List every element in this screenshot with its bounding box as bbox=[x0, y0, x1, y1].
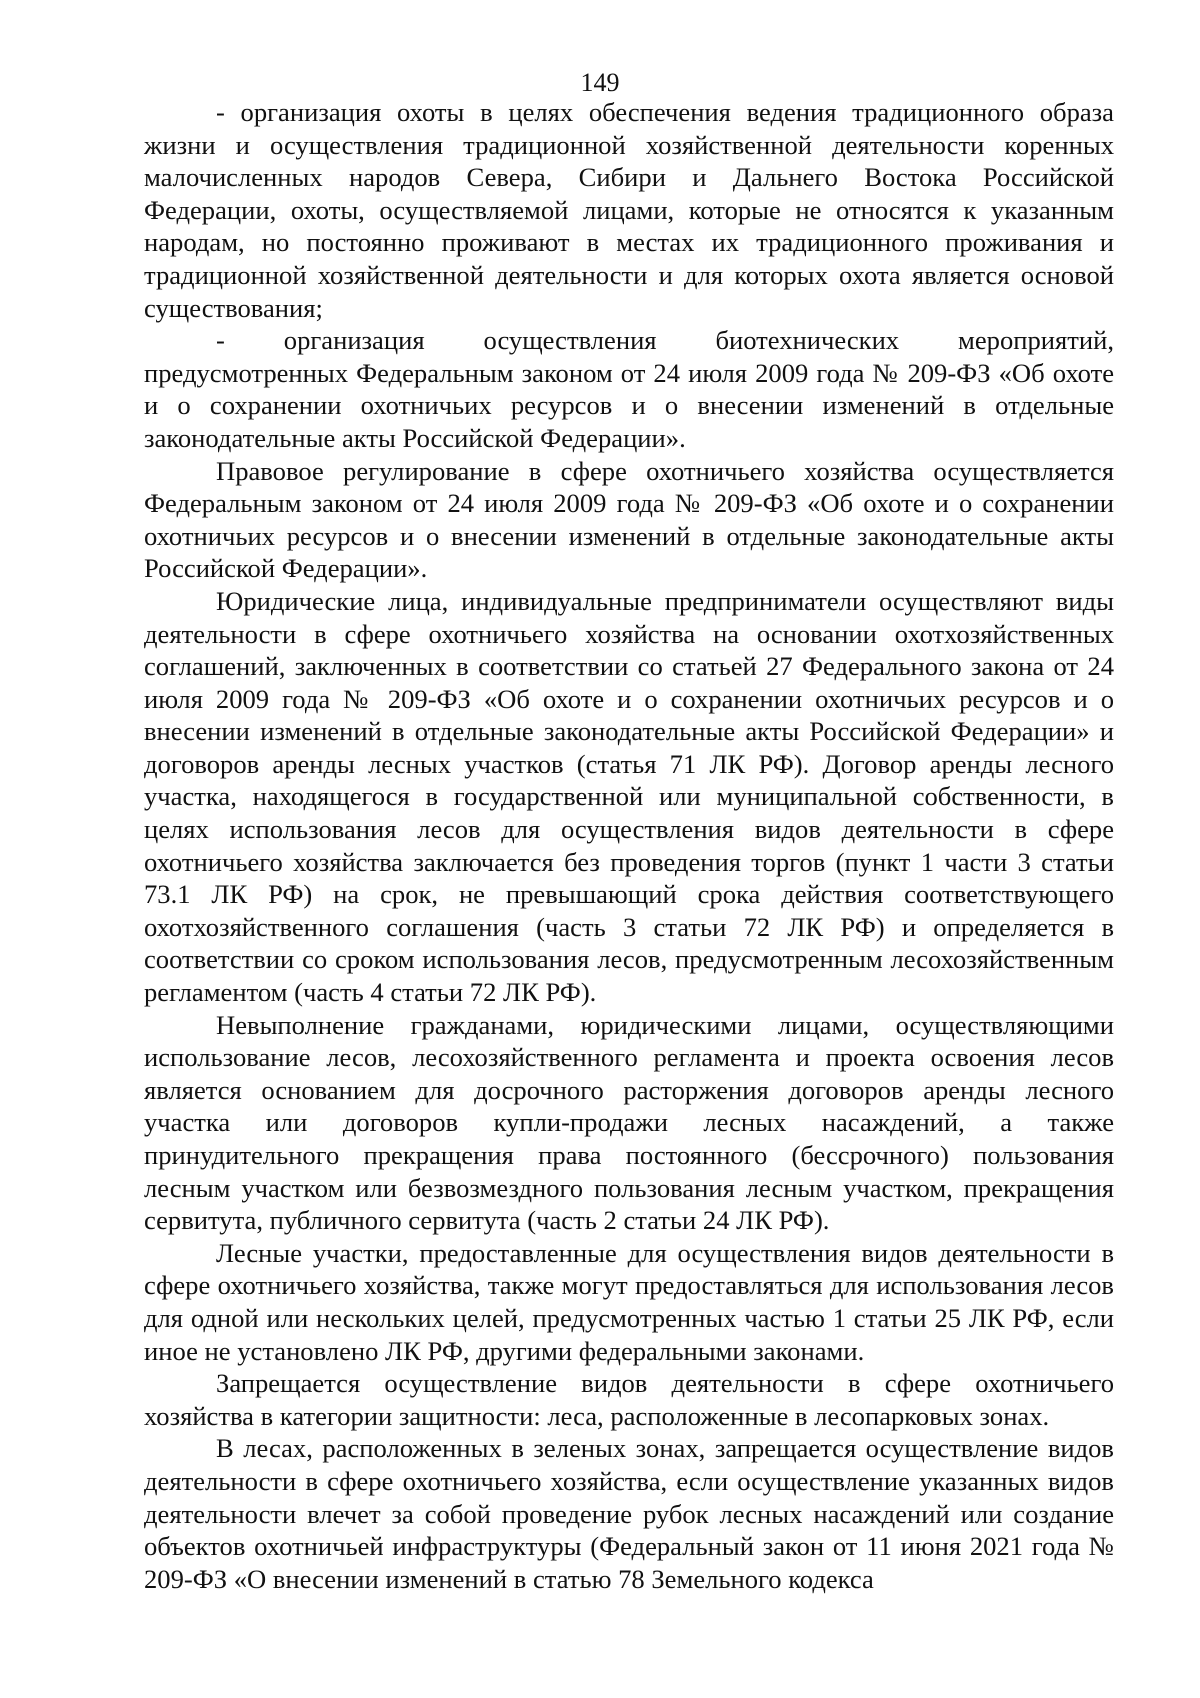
paragraph-hunting-organization: - организация охоты в целях обеспечения ведения традиционного образа жизни и осуществления традиционной хозяйственной деятельности коренных малочисленных народов Севера, Сибири и Дальнего Востока Российской Федерации, охоты, осуществляемой лицами, которые не относятся к указанным народам, но постоянно проживают в местах их традиционного проживания и традиционной хозяйственной деятельности и для которых охота является основой существования; bbox=[144, 97, 1114, 323]
paragraph-legal-regulation: Правовое регулирование в сфере охотничьего хозяйства осуществляется Федеральным законом от 24 июля 2009 года № 209-ФЗ «Об охоте и о сохранении охотничьих ресурсов и о внесении изменений в отдельные законодательные акты Российской Федерации». bbox=[144, 455, 1114, 584]
document-body bbox=[144, 96, 1114, 1595]
paragraph-green-zones: В лесах, расположенных в зеленых зонах, запрещается осуществление видов деятельности в сфере охотничьего хозяйства, если осуществление указанных видов деятельности влечет за собой проведение рубок лесных насаждений или создание объектов охотничьей инфраструктуры (Федеральный закон от 11 июня 2021 года № 209-ФЗ «О внесении изменений в статью 78 Земельного кодекса bbox=[144, 1433, 1114, 1594]
paragraph-forest-plots: Лесные участки, предоставленные для осуществления видов деятельности в сфере охотничьего хозяйства, также могут предоставляться для использования лесов для одной или нескольких целей, предусмотренных частью 1 статьи 25 ЛК РФ, если иное не установлено ЛК РФ, другими федеральными законами. bbox=[144, 1237, 1114, 1366]
paragraph-biotechnical-measures: - организация осуществления биотехнических мероприятий, предусмотренных Федеральным законом от 24 июля 2009 года № 209-ФЗ «Об охоте и о сохранении охотничьих ресурсов и о внесении изменений в отдельные законодательные акты Российской Федерации». bbox=[144, 325, 1114, 453]
paragraph-legal-entities: Юридические лица, индивидуальные предприниматели осуществляют виды деятельности в сфере охотничьего хозяйства на основании охотхозяйственных соглашений, заключенных в соответствии со статьей 27 Федерального закона от 24 июля 2009 года № 209-ФЗ «Об охоте и о сохранении охотничьих ресурсов и о внесении изменений в отдельные законодательные акты Российской Федерации» и договоров аренды лесных участков (статья 71 ЛК РФ). Договор аренды лесного участка, находящегося в государственной или муниципальной собственности, в целях использования лесов для осуществления видов деятельности в сфере охотничьего хозяйства заключается без проведения торгов (пункт 1 части 3 статьи 73.1 ЛК РФ) на срок, не превышающий срока действия соответствующего охотхозяйственного соглашения (часть 3 статьи 72 ЛК РФ) и определяется в соответствии со сроком использования лесов, предусмотренным лесохозяйственным регламентом (часть 4 статьи 72 ЛК РФ). bbox=[144, 585, 1114, 1008]
paragraph-prohibition: Запрещается осуществление видов деятельности в сфере охотничьего хозяйства в категории защитности: леса, расположенные в лесопарковых зонах. bbox=[144, 1368, 1114, 1431]
page-number: 149 bbox=[580, 68, 620, 97]
paragraph-non-compliance: Невыполнение гражданами, юридическими лицами, осуществляющими использование лесов, лесохозяйственного регламента и проекта освоения лесов является основанием для досрочного расторжения договоров аренды лесного участка или договоров купли-продажи лесных насаждений, а также принудительного прекращения права постоянного (бессрочного) пользования лесным участком или безвозмездного пользования лесным участком, прекращения сервитута, публичного сервитута (часть 2 статьи 24 ЛК РФ). bbox=[144, 1009, 1114, 1236]
